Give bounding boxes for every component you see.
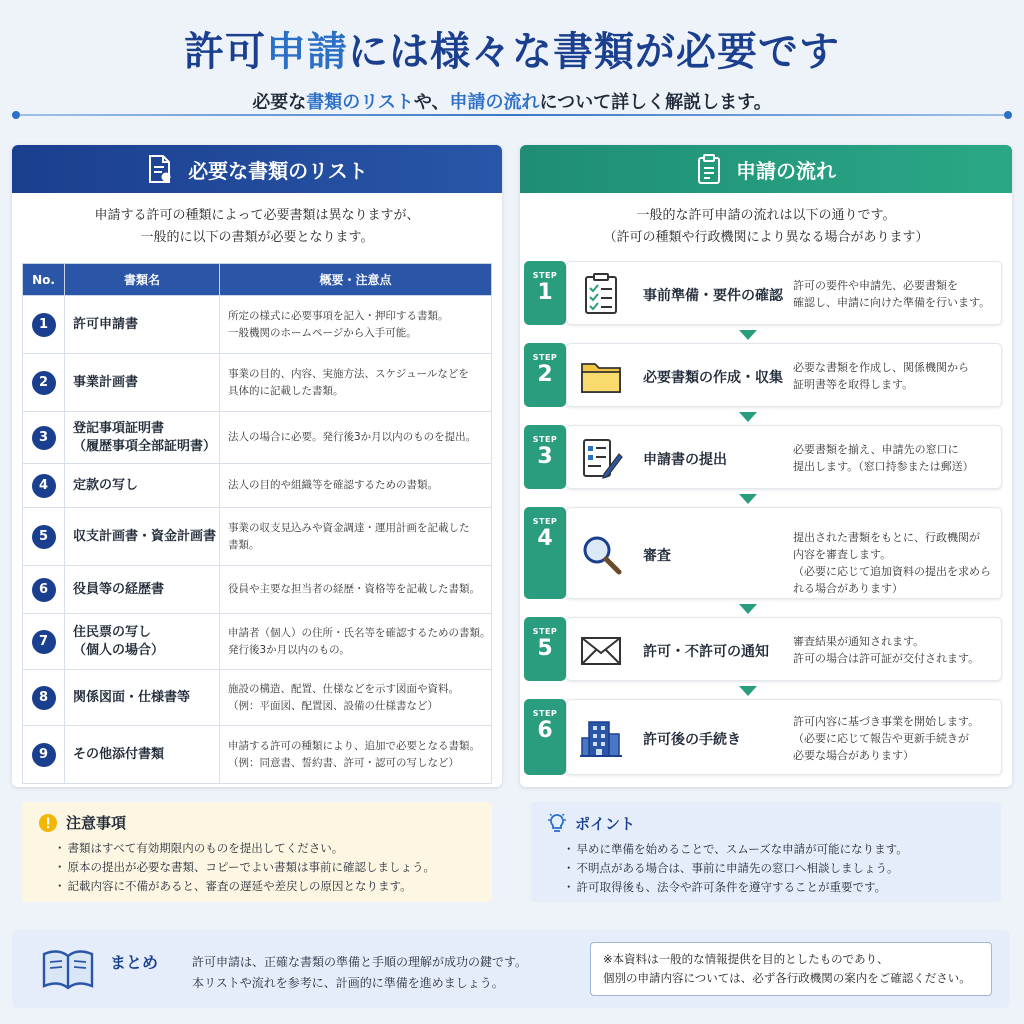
- summary-title: まとめ: [110, 953, 159, 972]
- flow-step: [524, 425, 1002, 489]
- row-number-cell: [23, 296, 65, 354]
- document-summary-line: 役員や主要な担当者の経歴・資格等を記載した書類。: [228, 583, 480, 595]
- building-icon: [579, 716, 623, 760]
- step-description-line: 許可の要件や申請先、必要書類を: [793, 279, 958, 292]
- document-summary-line: （例：平面図、配置図、設備の仕様書など）: [228, 699, 438, 712]
- document-summary-line: 申請する許可の種類により、追加で必要となる書類。: [228, 739, 480, 752]
- step-label: STEP: [532, 709, 558, 718]
- envelope-icon: [579, 628, 623, 672]
- caution-item: ・ 原本の提出が必要な書類、コピーでよい書類は事前に確認しましょう。: [54, 858, 476, 877]
- row-number-cell: [23, 464, 65, 508]
- step-card: [566, 617, 1002, 681]
- caution-item: ・ 書類はすべて有効期限内のものを提出してください。: [54, 839, 476, 858]
- column-header-no: No.: [23, 264, 65, 296]
- document-summary-line: （例：同意書、誓約書、許可・認可の写しなど）: [228, 756, 459, 769]
- flow-arrow-icon: [739, 686, 757, 696]
- flow-intro-line-2: （許可の種類や行政機関により異なる場合があります）: [603, 230, 929, 245]
- row-number-badge: 8: [32, 686, 56, 710]
- row-number-badge: 7: [32, 630, 56, 654]
- flow-step: [524, 507, 1002, 599]
- row-number-cell: [23, 412, 65, 464]
- document-name-cell: [65, 726, 220, 784]
- row-number-badge: 6: [32, 578, 56, 602]
- document-name: 事業計画書: [73, 374, 139, 390]
- documents-intro: [12, 205, 502, 249]
- table-row: [23, 726, 492, 784]
- document-name: その他添付書類: [73, 746, 165, 762]
- document-summary-cell: [220, 566, 492, 614]
- document-name-cell: [65, 670, 220, 726]
- column-header-summary: 概要・注意点: [220, 264, 492, 296]
- step-description-line: 必要な書類を作成し、関係機関から: [793, 361, 969, 374]
- open-book-icon: [40, 946, 96, 992]
- step-description-line: （必要に応じて報告や更新手続きが: [793, 732, 969, 745]
- point-box: [531, 802, 1001, 902]
- document-summary-line: 法人の場合に必要。発行後3か月以内のものを提出。: [228, 431, 477, 443]
- point-item: ・ 許可取得後も、法令や許可条件を遵守することが重要です。: [563, 878, 985, 897]
- row-number-cell: [23, 614, 65, 670]
- flow-step: [524, 699, 1002, 775]
- document-name-cell: [65, 464, 220, 508]
- document-summary-line: 事業の目的、内容、実施方法、スケジュールなどを: [228, 367, 469, 380]
- document-name-cell: [65, 354, 220, 412]
- subtitle-highlight-2: 申請の流れ: [449, 92, 540, 113]
- summary-box: [12, 930, 1010, 1008]
- form-pen-icon: [579, 436, 623, 480]
- document-name-note: （履歴事項全部証明書）: [73, 438, 217, 454]
- caution-list: [54, 839, 476, 896]
- flow-arrow-icon: [739, 330, 757, 340]
- step-description-line: 提出します。（窓口持参または郵送）: [793, 460, 974, 473]
- document-summary-line: 一般機関のホームページから入手可能。: [228, 326, 417, 339]
- step-label: STEP: [532, 517, 558, 526]
- step-number: 1: [537, 280, 553, 305]
- checklist-icon: [579, 272, 623, 316]
- document-summary-cell: [220, 670, 492, 726]
- subtitle-highlight-1: 書類のリスト: [306, 92, 414, 113]
- step-badge: [524, 343, 566, 407]
- step-description-line: 許可内容に基づき事業を開始します。: [793, 715, 980, 728]
- folder-icon: [579, 354, 623, 398]
- table-row: [23, 508, 492, 566]
- summary-line-1: 許可申請は、正確な書類の準備と手順の理解が成功の鍵です。: [192, 955, 528, 969]
- title-part-1: 許可: [184, 28, 266, 75]
- step-number: 3: [537, 444, 553, 469]
- step-card: [566, 261, 1002, 325]
- point-list: [563, 840, 985, 897]
- row-number-badge: 9: [32, 743, 56, 767]
- flow-arrow-icon: [739, 494, 757, 504]
- flow-intro-line-1: 一般的な許可申請の流れは以下の通りです。: [636, 208, 896, 223]
- step-title: 必要書類の作成・収集: [643, 370, 783, 386]
- flow-arrow-icon: [739, 412, 757, 422]
- table-row: [23, 566, 492, 614]
- document-icon: [146, 154, 174, 184]
- document-summary-line: 事業の収支見込みや資金調達・運用計画を記載した: [228, 521, 470, 534]
- document-name: 収支計画書・資金計画書: [73, 528, 217, 544]
- document-summary-line: 書類。: [228, 538, 260, 551]
- document-name-cell: [65, 566, 220, 614]
- step-description-line: 証明書等を取得します。: [793, 378, 914, 391]
- step-badge: [524, 699, 566, 775]
- step-description: [793, 441, 998, 475]
- step-card: [566, 425, 1002, 489]
- document-name: 役員等の経歴書: [73, 581, 165, 597]
- step-label: STEP: [532, 271, 558, 280]
- step-badge: [524, 507, 566, 599]
- documents-panel-header: [12, 145, 502, 193]
- step-description: [793, 713, 998, 764]
- caution-title: 注意事項: [66, 814, 127, 832]
- document-name: 定款の写し: [73, 477, 139, 493]
- column-header-name: 書類名: [65, 264, 220, 296]
- document-name-cell: [65, 296, 220, 354]
- step-number: 2: [537, 362, 553, 387]
- title-part-2: 申請: [266, 28, 348, 75]
- document-name-note: （個人の場合）: [73, 642, 165, 658]
- step-badge: [524, 425, 566, 489]
- step-title: 申請書の提出: [643, 452, 727, 468]
- document-summary-cell: [220, 508, 492, 566]
- table-row: [23, 296, 492, 354]
- document-summary-line: 発行後3か月以内のもの。: [228, 643, 350, 656]
- step-description-line: （必要に応じて追加資料の提出を求められる場合があります）: [793, 565, 991, 595]
- flow-step: [524, 343, 1002, 407]
- step-label: STEP: [532, 435, 558, 444]
- flow-panel-title: 申請の流れ: [736, 158, 836, 183]
- lightbulb-icon: [547, 812, 567, 834]
- table-row: [23, 464, 492, 508]
- step-description: [793, 277, 998, 311]
- table-row: [23, 670, 492, 726]
- page-title: [0, 20, 1024, 77]
- step-card: [566, 343, 1002, 407]
- step-badge: [524, 261, 566, 325]
- row-number-cell: [23, 566, 65, 614]
- documents-panel: [12, 145, 502, 787]
- step-description-line: 許可の場合は許可証が交付されます。: [793, 652, 980, 665]
- subtitle-part-1: 必要な: [252, 92, 307, 113]
- header-divider: [14, 114, 1010, 116]
- step-title: 許可・不許可の通知: [643, 644, 769, 660]
- documents-panel-title: 必要な書類のリスト: [188, 158, 368, 183]
- summary-text: [192, 952, 527, 994]
- point-item: ・ 不明点がある場合は、事前に申請先の窓口へ相談しましょう。: [563, 859, 985, 878]
- step-description: [793, 529, 998, 597]
- document-summary-cell: [220, 412, 492, 464]
- page-subtitle: [0, 88, 1024, 114]
- document-name: 許可申請書: [73, 316, 139, 332]
- subtitle-part-2: や、: [413, 92, 450, 113]
- document-name: 住民票の写し: [73, 624, 152, 640]
- document-summary-line: 申請者（個人）の住所・氏名等を確認するための書類。: [228, 626, 491, 639]
- documents-table: [22, 263, 492, 784]
- disclaimer-box: [590, 942, 992, 996]
- row-number-badge: 5: [32, 525, 56, 549]
- document-name-cell: [65, 508, 220, 566]
- document-summary-line: 法人の目的や組織等を確認するための書類。: [228, 479, 438, 491]
- step-description: [793, 359, 998, 393]
- step-description: [793, 633, 998, 667]
- document-summary-cell: [220, 354, 492, 412]
- step-title: 許可後の手続き: [643, 732, 741, 748]
- step-card: [566, 507, 1002, 599]
- flow-panel-header: [520, 145, 1012, 193]
- step-description-line: 提出された書類をもとに、行政機関が: [793, 531, 980, 544]
- step-title: 事前準備・要件の確認: [643, 288, 783, 304]
- clipboard-icon: [696, 154, 722, 184]
- document-summary-cell: [220, 464, 492, 508]
- disclaimer-line-1: ※本資料は一般的な情報提供を目的としたものであり、: [603, 952, 889, 966]
- table-row: [23, 614, 492, 670]
- documents-intro-line-1: 申請する許可の種類によって必要書類は異なりますが、: [94, 208, 420, 223]
- summary-line-2: 本リストや流れを参考に、計画的に準備を進めましょう。: [192, 976, 504, 990]
- point-title: ポイント: [575, 814, 636, 833]
- warning-icon: [38, 813, 58, 833]
- flow-step: [524, 261, 1002, 325]
- flow-step: [524, 617, 1002, 681]
- step-number: 6: [537, 718, 553, 743]
- disclaimer-line-2: 個別の申請内容については、必ず各行政機関の案内をご確認ください。: [603, 971, 971, 985]
- document-name: 登記事項証明書: [73, 420, 165, 436]
- step-label: STEP: [532, 353, 558, 362]
- document-name-cell: [65, 614, 220, 670]
- step-card: [566, 699, 1002, 775]
- table-row: [23, 354, 492, 412]
- step-number: 4: [537, 526, 553, 551]
- document-summary-cell: [220, 614, 492, 670]
- row-number-cell: [23, 508, 65, 566]
- document-summary-line: 所定の様式に必要事項を記入・押印する書類。: [228, 309, 449, 322]
- row-number-badge: 4: [32, 474, 56, 498]
- row-number-badge: 3: [32, 426, 56, 450]
- point-item: ・ 早めに準備を始めることで、スムーズな申請が可能になります。: [563, 840, 985, 859]
- document-summary-cell: [220, 296, 492, 354]
- document-summary-line: 施設の構造、配置、仕様などを示す図面や資料。: [228, 682, 459, 695]
- flow-intro: [520, 205, 1012, 249]
- document-summary-cell: [220, 726, 492, 784]
- document-name-cell: [65, 412, 220, 464]
- row-number-badge: 1: [32, 313, 56, 337]
- row-number-badge: 2: [32, 371, 56, 395]
- step-number: 5: [537, 636, 553, 661]
- magnifier-icon: [579, 532, 623, 576]
- title-part-3: には様々な書類が必要です: [348, 28, 840, 75]
- flow-arrow-icon: [739, 604, 757, 614]
- flow-panel: [520, 145, 1012, 787]
- row-number-cell: [23, 354, 65, 412]
- step-badge: [524, 617, 566, 681]
- step-label: STEP: [532, 627, 558, 636]
- step-description-line: 確認し、申請に向けた準備を行います。: [793, 296, 991, 309]
- table-row: [23, 412, 492, 464]
- step-description-line: 必要書類を揃え、申請先の窓口に: [793, 443, 959, 456]
- document-name: 関係図面・仕様書等: [73, 689, 191, 705]
- step-description-line: 審査結果が通知されます。: [793, 635, 925, 648]
- row-number-cell: [23, 726, 65, 784]
- subtitle-part-3: について詳しく解説します。: [539, 92, 772, 113]
- caution-header: [38, 812, 476, 833]
- document-summary-line: 具体的に記載した書類。: [228, 384, 344, 397]
- caution-item: ・ 記載内容に不備があると、審査の遅延や差戻しの原因となります。: [54, 877, 476, 896]
- step-title: 審査: [643, 548, 671, 564]
- caution-box: [22, 802, 492, 902]
- documents-intro-line-2: 一般的に以下の書類が必要となります。: [140, 230, 374, 245]
- step-description-line: 必要な場合があります）: [793, 749, 914, 762]
- point-header: [547, 812, 985, 834]
- row-number-cell: [23, 670, 65, 726]
- step-description-line: 内容を審査します。: [793, 548, 892, 561]
